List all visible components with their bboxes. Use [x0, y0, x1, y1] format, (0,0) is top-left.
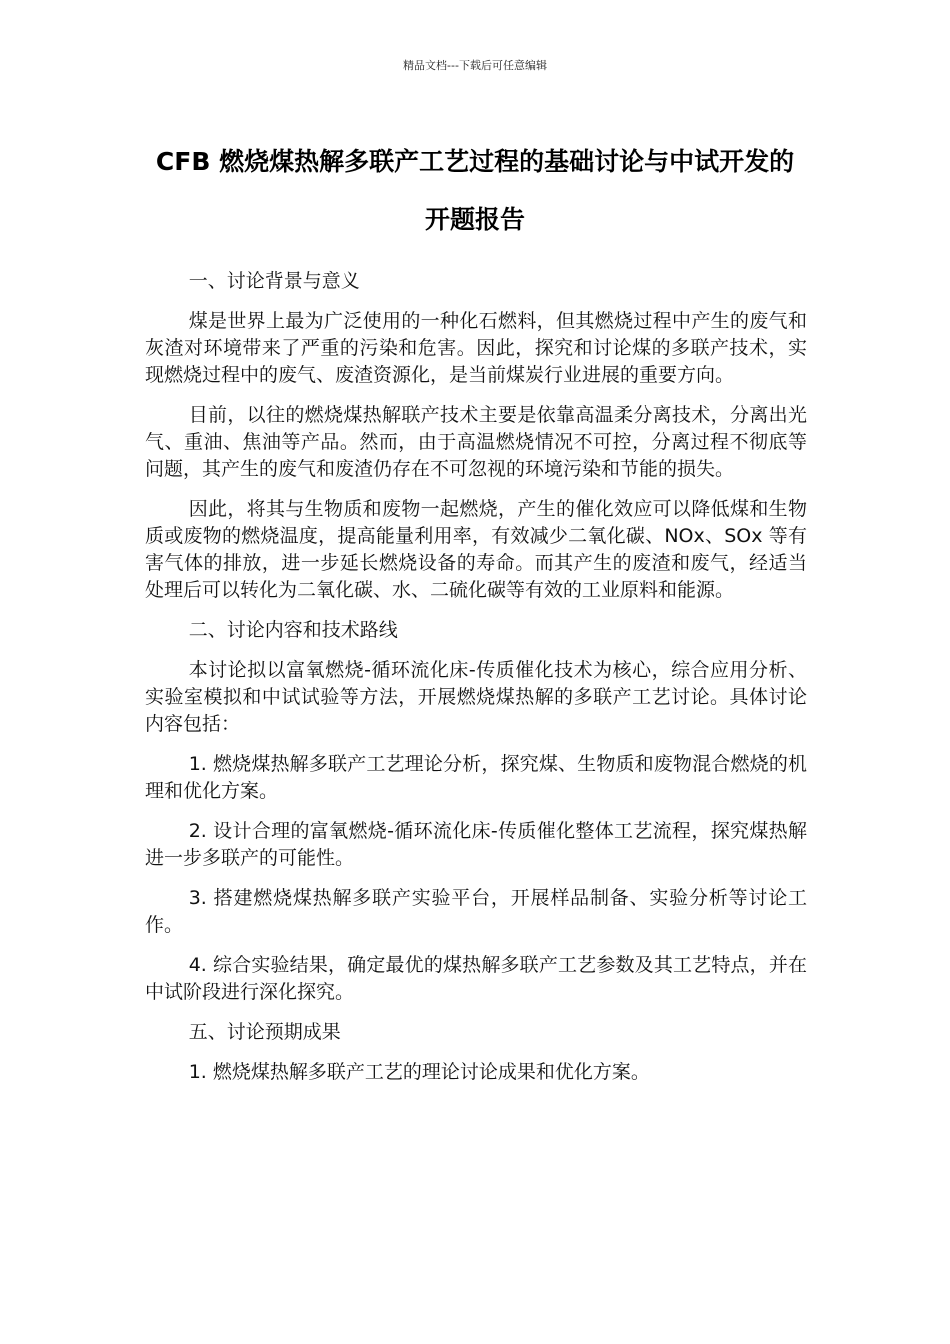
document-title: CFB 燃烧煤热解多联产工艺过程的基础讨论与中试开发的开题报告 — [155, 147, 795, 234]
header-note: 精品文档---下载后可任意编辑 — [403, 59, 547, 72]
document-body — [145, 268, 807, 1099]
list-item-4: 4. 综合实验结果，确定最优的煤热解多联产工艺参数及其工艺特点，并在中试阶段进行深化探究。 — [145, 954, 807, 1003]
paragraph-content-intro: 本讨论拟以富氧燃烧-循环流化床-传质催化技术为核心，综合应用分析、实验室模拟和中试试验等方法，开展燃烧煤热解的多联产工艺讨论。具体讨论内容包括： — [145, 659, 807, 735]
result-item-1: 1. 燃烧煤热解多联产工艺的理论讨论成果和优化方案。 — [188, 1061, 650, 1083]
list-item-3: 3. 搭建燃烧煤热解多联产实验平台，开展样品制备、实验分析等讨论工作。 — [145, 887, 807, 936]
section-heading-results: 五、讨论预期成果 — [188, 1021, 341, 1043]
list-item-2: 2. 设计合理的富氧燃烧-循环流化床-传质催化整体工艺流程，探究煤热解进一步多联产的可能性。 — [145, 820, 807, 869]
section-heading-background: 一、讨论背景与意义 — [188, 270, 360, 292]
list-item-1: 1. 燃烧煤热解多联产工艺理论分析，探究煤、生物质和废物混合燃烧的机理和优化方案。 — [145, 753, 807, 802]
paragraph-background-2: 目前，以往的燃烧煤热解联产技术主要是依靠高温柔分离技术，分离出光气、重油、焦油等产品。然而，由于高温燃烧情况不可控，分离过程不彻底等问题，其产生的废气和废渣仍存在不可忽视的环境污染和节能的损失。 — [145, 404, 807, 480]
section-heading-content: 二、讨论内容和技术路线 — [188, 619, 398, 641]
paragraph-background-3: 因此，将其与生物质和废物一起燃烧，产生的催化效应可以降低煤和生物质或废物的燃烧温度，提高能量利用率，有效减少二氧化碳、NOx、SOx 等有害气体的排放，进一步延长燃烧设备的寿命。而其产生的废渣和废气，经适当处理后可以转化为二氧化碳、水、二硫化碳等有效的工业原料和能源。 — [145, 498, 807, 601]
paragraph-background-1: 煤是世界上最为广泛使用的一种化石燃料，但其燃烧过程中产生的废气和灰渣对环境带来了严重的污染和危害。因此，探究和讨论煤的多联产技术，实现燃烧过程中的废气、废渣资源化，是当前煤炭行业进展的重要方向。 — [145, 310, 807, 386]
